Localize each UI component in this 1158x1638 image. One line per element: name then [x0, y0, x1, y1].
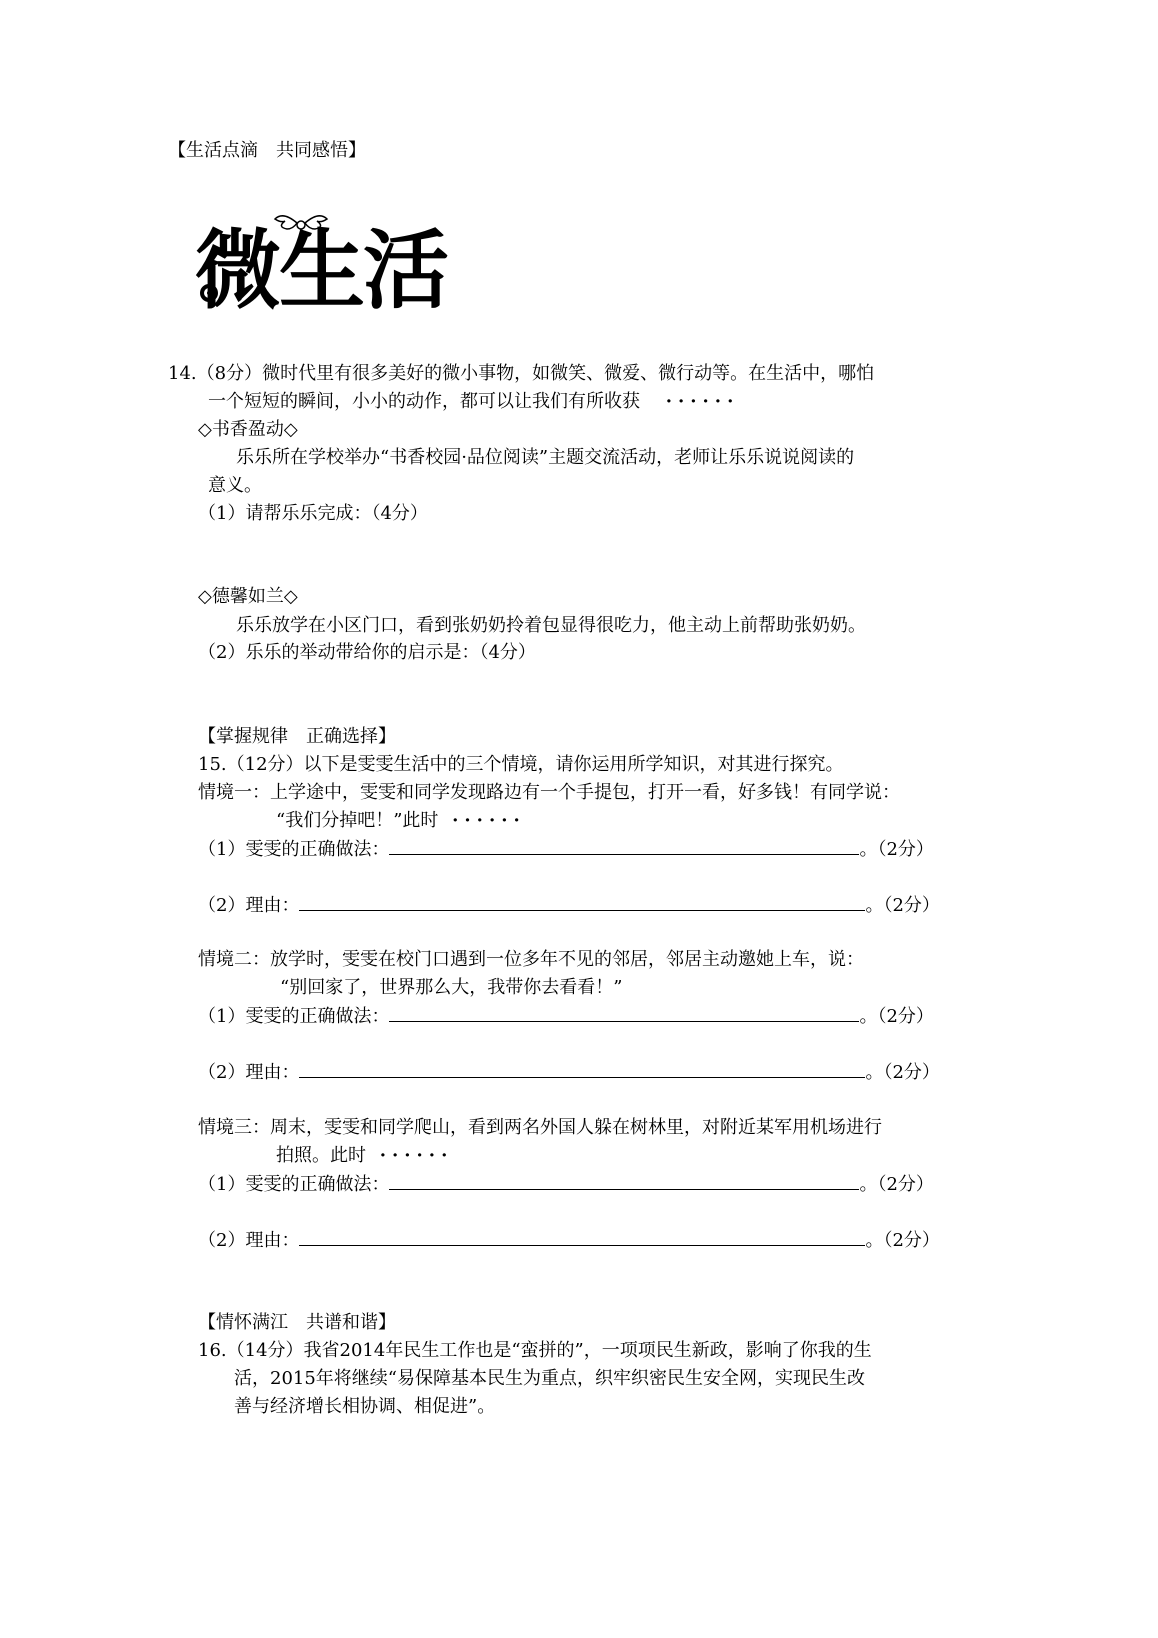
- q15-scenario1-quote: “我们分掉吧！”此时: [276, 810, 439, 831]
- q14-line2-text: 一个短短的瞬间，小小的动作，都可以让我们有所收获: [208, 391, 640, 412]
- q16-line3: 善与经济增长相协调、相促进”。: [234, 1396, 496, 1417]
- section-header-rules: 【掌握规律 正确选择】: [198, 726, 396, 747]
- q15-scenario3-line2: [276, 1143, 453, 1169]
- answer-blank[interactable]: [389, 1171, 859, 1190]
- emphasis-dots: ······: [665, 391, 740, 412]
- emphasis-dots: ······: [379, 1145, 454, 1166]
- q14-question1: （1）请帮乐乐完成：（4分）: [198, 503, 428, 524]
- q14-sub2-text: 乐乐放学在小区门口，看到张奶奶拎着包显得很吃力，他主动上前帮助张奶奶。: [236, 615, 866, 636]
- q15-s1-action: [198, 836, 934, 863]
- score-label: 。（2分）: [859, 1006, 934, 1027]
- q15-intro: 15.（12分）以下是雯雯生活中的三个情境，请你运用所学知识，对其进行探究。: [198, 754, 844, 775]
- action-label: （1）雯雯的正确做法：: [198, 1006, 390, 1027]
- q15-s3-action: [198, 1171, 934, 1198]
- q15-scenario3-text: 拍照。此时: [276, 1145, 366, 1166]
- score-label: 。（2分）: [859, 839, 934, 860]
- q15-s2-reason: [198, 1059, 940, 1086]
- score-label: 。（2分）: [865, 1062, 940, 1083]
- q14-question2: （2）乐乐的举动带给你的启示是：（4分）: [198, 642, 536, 663]
- action-label: （1）雯雯的正确做法：: [198, 1174, 390, 1195]
- logo-text: 微生活: [195, 221, 447, 321]
- emphasis-dots: ······: [452, 810, 526, 831]
- answer-blank[interactable]: [389, 1003, 859, 1022]
- q15-scenario2-line2: “别回家了，世界那么大，我带你去看看！”: [280, 977, 623, 998]
- answer-blank[interactable]: [299, 1059, 865, 1078]
- reason-label: （2）理由：: [198, 1062, 300, 1083]
- q15-scenario1-line1: 情境一：上学途中，雯雯和同学发现路边有一个手提包，打开一看，好多钱！有同学说：: [198, 782, 900, 803]
- reason-label: （2）理由：: [198, 895, 300, 916]
- score-label: 。（2分）: [865, 895, 940, 916]
- score-label: 。（2分）: [865, 1230, 940, 1251]
- q15-s2-action: [198, 1003, 934, 1030]
- q16-line1: 16.（14分）我省2014年民生工作也是“蛮拼的”，一项项民生新政，影响了你我的生: [198, 1340, 872, 1361]
- q14-sub1-text2: 意义。: [208, 475, 262, 496]
- q14-sub1-title: ◇书香盈动◇: [198, 419, 298, 440]
- reason-label: （2）理由：: [198, 1230, 300, 1251]
- q16-line2: 活，2015年将继续“易保障基本民生为重点，织牢织密民生安全网，实现民生改: [234, 1368, 866, 1389]
- q15-scenario2-line1: 情境二：放学时，雯雯在校门口遇到一位多年不见的邻居，邻居主动邀她上车，说：: [198, 949, 864, 970]
- q15-scenario1-line2: [276, 808, 526, 834]
- q14-sub1-text1: 乐乐所在学校举办“书香校园·品位阅读”主题交流活动，老师让乐乐说说阅读的: [236, 447, 855, 468]
- q14-line1: 14.（8分）微时代里有很多美好的微小事物，如微笑、微爱、微行动等。在生活中，哪怕: [168, 363, 875, 384]
- weishenghuo-logo: [195, 205, 495, 325]
- q15-s1-reason: [198, 892, 940, 919]
- answer-blank[interactable]: [389, 836, 859, 855]
- q14-sub2-title: ◇德馨如兰◇: [198, 586, 298, 607]
- answer-blank[interactable]: [299, 1227, 865, 1246]
- action-label: （1）雯雯的正确做法：: [198, 839, 390, 860]
- q15-s3-reason: [198, 1227, 940, 1254]
- q15-scenario3-line1: 情境三：周末，雯雯和同学爬山，看到两名外国人躲在树林里，对附近某军用机场进行: [198, 1117, 882, 1138]
- q14-line2: [208, 389, 739, 415]
- section-header-harmony: 【情怀满江 共谱和谐】: [198, 1312, 396, 1333]
- answer-blank[interactable]: [299, 892, 865, 911]
- score-label: 。（2分）: [859, 1174, 934, 1195]
- section-header-life: 【生活点滴 共同感悟】: [168, 140, 366, 161]
